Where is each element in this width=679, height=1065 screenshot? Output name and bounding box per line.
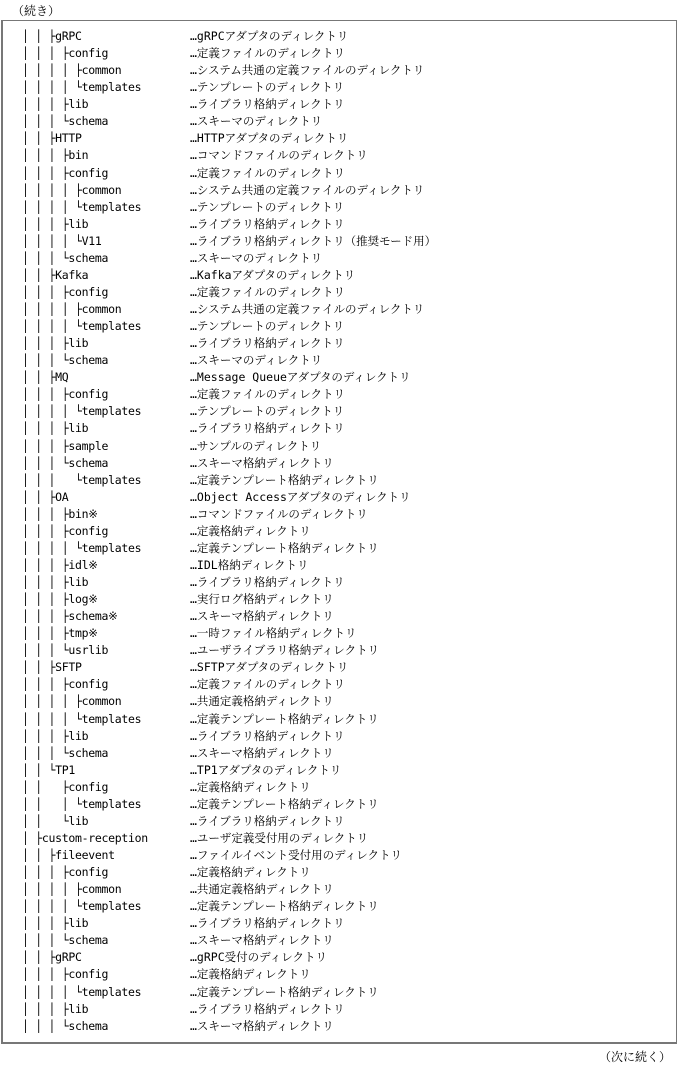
tree-row bbox=[22, 659, 436, 676]
directory-name: │ │ │ ├bin※ bbox=[22, 506, 98, 521]
directory-name: │ │ │ ├sample bbox=[22, 438, 109, 453]
directory-description: …ライブラリ格納ディレクトリ bbox=[190, 916, 345, 931]
tree-row bbox=[22, 779, 436, 796]
tree-row bbox=[22, 847, 436, 864]
tree-row bbox=[22, 693, 436, 710]
tree-row bbox=[22, 642, 436, 659]
directory-name: │ │ │ ├log※ bbox=[22, 592, 98, 607]
directory-name: │ │ │ │ ├common bbox=[22, 302, 122, 316]
directory-description: …システム共通の定義ファイルのディレクトリ bbox=[190, 63, 425, 78]
directory-description: …ライブラリ格納ディレクトリ bbox=[190, 813, 345, 828]
directory-name: │ │ │ │ ├common bbox=[22, 63, 122, 78]
directory-name: │ │ │ └schema bbox=[22, 455, 109, 470]
directory-name: │ │ │ ├config bbox=[22, 967, 109, 982]
tree-row bbox=[22, 318, 436, 335]
directory-name: │ │ │ │ ├common bbox=[22, 694, 122, 709]
tree-row bbox=[22, 216, 436, 233]
tree-row bbox=[22, 386, 436, 403]
directory-name: │ │ │ └schema bbox=[22, 745, 109, 760]
tree-row bbox=[22, 28, 436, 45]
directory-description: …スキーマ格納ディレクトリ bbox=[190, 1018, 334, 1033]
directory-description: …ライブラリ格納ディレクトリ bbox=[190, 97, 345, 112]
tree-row bbox=[22, 301, 436, 318]
directory-name: │ │ │ │ └templates bbox=[22, 319, 142, 334]
directory-name: │ │ │ │ └templates bbox=[22, 199, 142, 214]
directory-description: …定義ファイルのディレクトリ bbox=[190, 387, 346, 402]
directory-name: │ │ │ └usrlib bbox=[22, 643, 109, 658]
tree-row bbox=[22, 472, 436, 489]
directory-name: │ │ │ │ └templates bbox=[22, 984, 142, 999]
directory-name: │ │ │ ├lib bbox=[22, 575, 89, 589]
directory-description: …定義ファイルのディレクトリ bbox=[190, 46, 346, 61]
directory-name: │ │ │ ├config bbox=[22, 165, 109, 180]
directory-name: │ │ ├SFTP bbox=[22, 660, 82, 675]
directory-name: │ │ │ │ └templates bbox=[22, 899, 142, 914]
directory-name: │ │ │ ├tmp※ bbox=[22, 626, 98, 641]
directory-name: │ │ │ │ └templates bbox=[22, 711, 142, 726]
tree-row bbox=[22, 557, 436, 574]
tree-row bbox=[22, 591, 436, 608]
directory-name: │ │ │ │ └templates bbox=[22, 404, 142, 419]
tree-row bbox=[22, 199, 436, 216]
directory-description: …定義格納ディレクトリ bbox=[190, 967, 311, 982]
tree-row bbox=[22, 250, 436, 267]
tree-row bbox=[22, 1018, 436, 1035]
directory-description: …SFTPアダプタのディレクトリ bbox=[190, 660, 349, 675]
directory-description: …ファイルイベント受付用のディレクトリ bbox=[190, 848, 402, 862]
directory-description: …IDL格納ディレクトリ bbox=[190, 557, 309, 572]
directory-name: │ │ │ └schema bbox=[22, 114, 109, 129]
directory-description: …一時ファイル格納ディレクトリ bbox=[190, 626, 357, 641]
tree-row bbox=[22, 455, 436, 472]
directory-name: │ │ │ ├config bbox=[22, 46, 109, 61]
tree-row bbox=[22, 915, 436, 932]
tree-row bbox=[22, 676, 436, 693]
tree-row bbox=[22, 711, 436, 728]
directory-name: │ │ │ ├lib bbox=[22, 421, 89, 436]
directory-description: …定義格納ディレクトリ bbox=[190, 865, 311, 880]
directory-description: …ライブラリ格納ディレクトリ bbox=[190, 575, 345, 589]
tree-row bbox=[22, 796, 436, 813]
directory-tree bbox=[22, 28, 436, 1035]
directory-description: …コマンドファイルのディレクトリ bbox=[190, 148, 368, 163]
tree-row bbox=[22, 728, 436, 745]
directory-description: …ユーザライブラリ格納ディレクトリ bbox=[190, 643, 380, 658]
directory-name: │ │ │ └schema bbox=[22, 250, 109, 265]
tree-row bbox=[22, 523, 436, 540]
directory-description: …ライブラリ格納ディレクトリ（推奨モード用） bbox=[190, 233, 437, 248]
directory-description: …定義テンプレート格納ディレクトリ bbox=[190, 984, 379, 999]
directory-description: …テンプレートのディレクトリ bbox=[190, 319, 345, 334]
tree-row bbox=[22, 403, 436, 420]
directory-description: …gRPCアダプタのディレクトリ bbox=[190, 29, 349, 43]
directory-description: …スキーマのディレクトリ bbox=[190, 114, 323, 129]
tree-row bbox=[22, 352, 436, 369]
directory-description: …スキーマ格納ディレクトリ bbox=[190, 455, 334, 470]
directory-description: …定義ファイルのディレクトリ bbox=[190, 677, 346, 692]
tree-row bbox=[22, 540, 436, 557]
tree-row bbox=[22, 489, 436, 506]
directory-description: …共通定義格納ディレクトリ bbox=[190, 694, 334, 709]
tree-row bbox=[22, 267, 436, 284]
tree-row bbox=[22, 506, 436, 523]
directory-name: │ │ │ ├lib bbox=[22, 336, 89, 351]
directory-name: │ │ │ ├config bbox=[22, 387, 109, 402]
directory-name: │ │ │ └schema bbox=[22, 353, 109, 368]
continued-label: （続き） bbox=[12, 4, 61, 18]
directory-name: │ │ │ ├bin bbox=[22, 148, 89, 163]
directory-name: │ │ │ ├lib bbox=[22, 97, 89, 112]
tree-row bbox=[22, 165, 436, 182]
directory-description: …システム共通の定義ファイルのディレクトリ bbox=[190, 182, 425, 197]
directory-description: …定義テンプレート格納ディレクトリ bbox=[190, 796, 379, 811]
directory-name: │ │ └TP1 bbox=[22, 762, 75, 777]
directory-description: …Object Accessアダプタのディレクトリ bbox=[190, 489, 411, 504]
directory-name: │ │ │ ├config bbox=[22, 523, 109, 538]
directory-name: │ │ │ │ ├common bbox=[22, 882, 122, 897]
directory-description: …Kafkaアダプタのディレクトリ bbox=[190, 267, 356, 282]
tree-row bbox=[22, 45, 436, 62]
tree-row bbox=[22, 438, 436, 455]
directory-name: │ │ ├Kafka bbox=[22, 267, 89, 282]
directory-name: │ │ │ └templates bbox=[22, 796, 142, 811]
directory-description: …コマンドファイルのディレクトリ bbox=[190, 506, 368, 521]
tree-row bbox=[22, 830, 436, 847]
directory-description: …ライブラリ格納ディレクトリ bbox=[190, 1001, 345, 1016]
directory-name: │ │ │ ├config bbox=[22, 284, 109, 299]
directory-name: │ │ │ ├lib bbox=[22, 216, 89, 231]
directory-name: │ │ │ ├config bbox=[22, 865, 109, 880]
directory-description: …定義テンプレート格納ディレクトリ bbox=[190, 540, 379, 555]
tree-row bbox=[22, 608, 436, 625]
directory-name: │ │ │ │ ├common bbox=[22, 182, 122, 197]
directory-name: │ │ │ └schema bbox=[22, 933, 109, 948]
directory-description: …テンプレートのディレクトリ bbox=[190, 199, 345, 214]
directory-description: …実行ログ格納ディレクトリ bbox=[190, 592, 334, 607]
directory-description: …ライブラリ格納ディレクトリ bbox=[190, 216, 345, 231]
tree-row bbox=[22, 625, 436, 642]
directory-name: │ │ ├MQ bbox=[22, 370, 69, 385]
directory-description: …スキーマのディレクトリ bbox=[190, 250, 323, 265]
directory-name: │ │ ├fileevent bbox=[22, 848, 115, 862]
tree-row bbox=[22, 182, 436, 199]
tree-row bbox=[22, 369, 436, 386]
tree-row bbox=[22, 420, 436, 437]
continued-next-label: （次に続く） bbox=[598, 1050, 671, 1064]
directory-name: │ │ ├OA bbox=[22, 489, 69, 504]
directory-description: …スキーマ格納ディレクトリ bbox=[190, 933, 334, 948]
tree-row bbox=[22, 762, 436, 779]
directory-name: │ │ ├gRPC bbox=[22, 950, 82, 965]
tree-row bbox=[22, 335, 436, 352]
directory-name: │ │ │ │ └templates bbox=[22, 80, 142, 95]
directory-name: │ │ │ │ └templates bbox=[22, 540, 142, 555]
tree-row bbox=[22, 881, 436, 898]
directory-description: …定義テンプレート格納ディレクトリ bbox=[190, 472, 379, 487]
directory-name: │ │ │ ├idl※ bbox=[22, 557, 98, 572]
tree-row bbox=[22, 96, 436, 113]
directory-description: …定義テンプレート格納ディレクトリ bbox=[190, 711, 379, 726]
tree-row bbox=[22, 966, 436, 983]
directory-description: …ライブラリ格納ディレクトリ bbox=[190, 728, 345, 743]
directory-description: …ライブラリ格納ディレクトリ bbox=[190, 421, 345, 436]
tree-row bbox=[22, 898, 436, 915]
directory-description: …システム共通の定義ファイルのディレクトリ bbox=[190, 302, 425, 316]
directory-description: …スキーマ格納ディレクトリ bbox=[190, 609, 334, 624]
tree-row bbox=[22, 130, 436, 147]
directory-name: │ │ ├HTTP bbox=[22, 131, 82, 146]
directory-description: …定義ファイルのディレクトリ bbox=[190, 284, 346, 299]
tree-row bbox=[22, 233, 436, 250]
directory-name: │ │ │ ├schema※ bbox=[22, 609, 118, 624]
directory-description: …スキーマのディレクトリ bbox=[190, 353, 323, 368]
tree-row bbox=[22, 984, 436, 1001]
directory-description: …テンプレートのディレクトリ bbox=[190, 404, 345, 419]
tree-row bbox=[22, 113, 436, 130]
tree-row bbox=[22, 1001, 436, 1018]
directory-name: │ │ │ │ └V11 bbox=[22, 233, 102, 248]
directory-description: …TP1アダプタのディレクトリ bbox=[190, 762, 342, 777]
directory-description: …HTTPアダプタのディレクトリ bbox=[190, 131, 349, 146]
directory-description: …サンプルのディレクトリ bbox=[190, 438, 322, 453]
directory-description: …スキーマ格納ディレクトリ bbox=[190, 745, 334, 760]
tree-row bbox=[22, 813, 436, 830]
directory-name: │ ├custom-reception bbox=[22, 830, 148, 845]
directory-description: …定義テンプレート格納ディレクトリ bbox=[190, 899, 379, 914]
tree-row bbox=[22, 932, 436, 949]
tree-row bbox=[22, 147, 436, 164]
tree-row bbox=[22, 745, 436, 762]
directory-description: …定義格納ディレクトリ bbox=[190, 779, 311, 794]
tree-row bbox=[22, 949, 436, 966]
directory-description: …Message Queueアダプタのディレクトリ bbox=[190, 370, 411, 385]
directory-description: …共通定義格納ディレクトリ bbox=[190, 882, 334, 897]
directory-name: │ │ ├gRPC bbox=[22, 29, 82, 43]
directory-name: │ │ │ └templates bbox=[22, 472, 142, 487]
tree-row bbox=[22, 62, 436, 79]
directory-name: │ │ └lib bbox=[22, 813, 89, 828]
directory-name: │ │ │ ├lib bbox=[22, 1001, 89, 1016]
tree-row bbox=[22, 864, 436, 881]
tree-row bbox=[22, 79, 436, 96]
directory-description: …gRPC受付のディレクトリ bbox=[190, 950, 327, 965]
directory-name: │ │ │ ├lib bbox=[22, 916, 89, 931]
directory-description: …ライブラリ格納ディレクトリ bbox=[190, 336, 345, 351]
tree-row bbox=[22, 574, 436, 591]
directory-description: …定義格納ディレクトリ bbox=[190, 523, 311, 538]
directory-name: │ │ │ ├lib bbox=[22, 728, 89, 743]
directory-name: │ │ ├config bbox=[22, 779, 109, 794]
directory-description: …ユーザ定義受付用のディレクトリ bbox=[190, 830, 369, 845]
directory-name: │ │ │ └schema bbox=[22, 1018, 109, 1033]
directory-description: …テンプレートのディレクトリ bbox=[190, 80, 345, 95]
tree-row bbox=[22, 284, 436, 301]
directory-name: │ │ │ ├config bbox=[22, 677, 109, 692]
directory-description: …定義ファイルのディレクトリ bbox=[190, 165, 346, 180]
